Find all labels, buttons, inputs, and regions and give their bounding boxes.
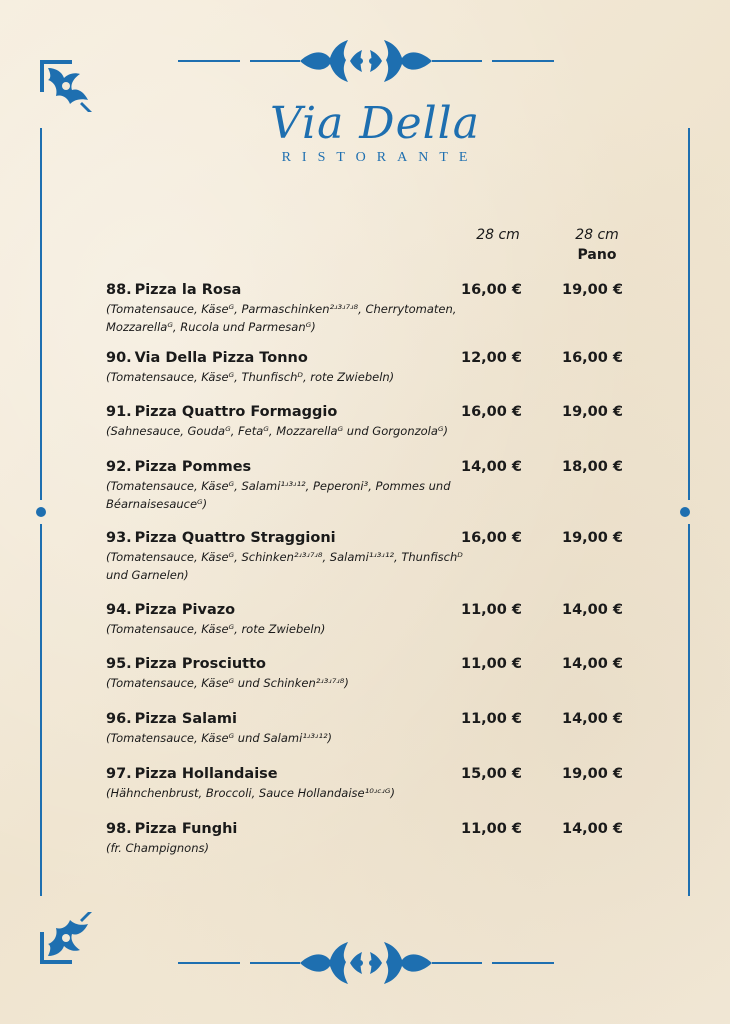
menu-item (106, 457, 626, 513)
column-size: 28 cm (575, 227, 619, 243)
menu-item-price-pano: 14,00 € (561, 711, 623, 727)
menu-item-name: 98. Pizza Funghi (106, 821, 238, 837)
menu-item-desc: (Tomatensauce, Käseᴳ, rote Zwiebeln) (106, 622, 326, 636)
menu-item-desc: (Tomatensauce, Käseᴳ und Schinken²ʴ³ʴ⁷ʴ⁸) (106, 676, 349, 690)
brand-name: Via Della (270, 98, 480, 149)
menu-item-price-pano: 14,00 € (561, 602, 623, 618)
menu-item-desc: (Tomatensauce, Käseᴳ, Salami¹ʴ³ʴ¹², Peperoni³, Pommes und Béarnaisesauceᴳ) (106, 479, 451, 511)
menu-item-price-28cm: 11,00 € (460, 711, 522, 727)
menu-item (106, 528, 626, 584)
menu-item-price-28cm: 14,00 € (460, 459, 522, 475)
menu-item (106, 280, 626, 336)
menu-item-price-28cm: 11,00 € (460, 821, 522, 837)
menu-item-price-28cm: 11,00 € (460, 656, 522, 672)
menu-item-price-28cm: 12,00 € (460, 350, 522, 366)
frame-left-dot (36, 507, 46, 517)
menu-item-desc: (Tomatensauce, Käseᴳ, Parmaschinken²ʴ³ʴ⁷ʴ⁸, Cherrytomaten, Mozzarellaᴳ, Rucola und Parmesanᴳ) (106, 302, 457, 334)
column-size: 28 cm (476, 227, 520, 243)
menu-item-desc: (Tomatensauce, Käseᴳ, Schinken²ʴ³ʴ⁷ʴ⁸, Salami¹ʴ³ʴ¹², Thunfischᴰ und Garnelen) (106, 550, 463, 582)
menu-item-price-28cm: 16,00 € (460, 530, 522, 546)
frame-right-top (688, 128, 690, 500)
top-scroll-ornament (250, 36, 482, 86)
menu-item-desc: (Tomatensauce, Käseᴳ, Thunfischᴰ, rote Zwiebeln) (106, 370, 395, 384)
menu-item (106, 764, 626, 802)
menu-item-name: 97. Pizza Hollandaise (106, 766, 278, 782)
menu-item-name: 88. Pizza la Rosa (106, 282, 242, 298)
menu-item-name: 92. Pizza Pommes (106, 459, 252, 475)
bottom-rule-left (178, 962, 240, 964)
bottom-rule-right (492, 962, 554, 964)
menu-item-name: 91. Pizza Quattro Formaggio (106, 404, 338, 420)
bottom-left-fleur-icon (38, 910, 94, 966)
menu-item (106, 600, 626, 638)
top-rule-right (492, 60, 554, 62)
menu-item-price-28cm: 11,00 € (460, 602, 522, 618)
menu-item-price-pano: 19,00 € (561, 282, 623, 298)
menu-item-price-pano: 18,00 € (561, 459, 623, 475)
menu-item (106, 348, 626, 386)
menu-item-desc: (Hähnchenbrust, Broccoli, Sauce Hollandaise¹⁰ʴᶜʴᴳ) (106, 786, 395, 800)
menu-item (106, 654, 626, 692)
menu-item-price-pano: 14,00 € (561, 821, 623, 837)
brand-subtitle: RISTORANTE (281, 150, 479, 165)
menu-item-price-pano: 16,00 € (561, 350, 623, 366)
column-sub: Pano (577, 247, 617, 263)
frame-right-bottom (688, 524, 690, 896)
menu-item-price-pano: 19,00 € (561, 530, 623, 546)
column-header-28cm (453, 225, 543, 245)
menu-item-desc: (Sahnesauce, Goudaᴳ, Fetaᴳ, Mozzarellaᴳ und Gorgonzolaᴳ) (106, 424, 449, 438)
menu-item-desc: (Tomatensauce, Käseᴳ und Salami¹ʴ³ʴ¹²) (106, 731, 333, 745)
menu-item-price-28cm: 16,00 € (460, 282, 522, 298)
bottom-scroll-ornament (250, 938, 482, 988)
frame-left-bottom (40, 524, 42, 896)
menu-item-name: 96. Pizza Salami (106, 711, 237, 727)
menu-item-price-28cm: 16,00 € (460, 404, 522, 420)
menu-item-price-pano: 19,00 € (561, 404, 623, 420)
menu-item-name: 94. Pizza Pivazo (106, 602, 236, 618)
top-rule-left (178, 60, 240, 62)
menu-item (106, 709, 626, 747)
menu-item-price-28cm: 15,00 € (460, 766, 522, 782)
menu-item-price-pano: 19,00 € (561, 766, 623, 782)
frame-left-top (40, 128, 42, 500)
menu-item-name: 93. Pizza Quattro Straggioni (106, 530, 336, 546)
menu-item-price-pano: 14,00 € (561, 656, 623, 672)
menu-item-name: 90. Via Della Pizza Tonno (106, 350, 308, 366)
menu-item-desc: (fr. Champignons) (106, 841, 209, 855)
column-header-28cm-pano (552, 225, 642, 265)
menu-item-name: 95. Pizza Prosciutto (106, 656, 266, 672)
menu-item (106, 819, 626, 857)
top-left-fleur-icon (38, 58, 94, 114)
frame-right-dot (680, 507, 690, 517)
menu-item (106, 402, 626, 440)
restaurant-logo (255, 100, 495, 166)
